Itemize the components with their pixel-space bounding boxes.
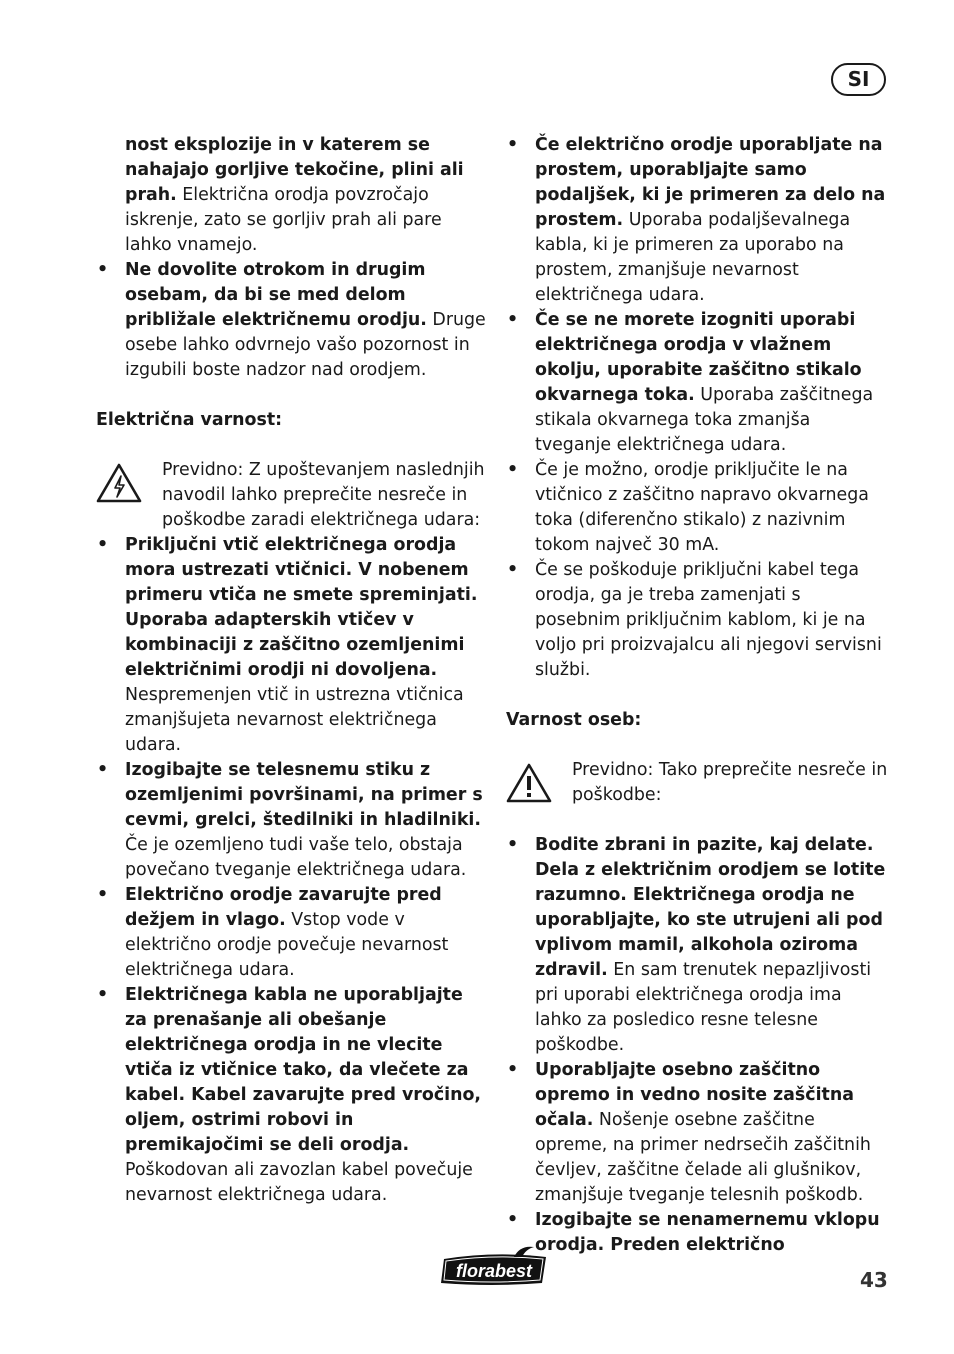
list-item [506, 458, 890, 558]
list-item [96, 983, 486, 1208]
list-item [506, 833, 890, 1058]
list-item [506, 1058, 890, 1208]
list-item [506, 308, 890, 458]
section-heading-electrical-safety: Električna varnost: [96, 410, 283, 430]
list-item [506, 133, 890, 308]
list-item-bold: Električnega kabla ne uporabljajte za prenašanje ali obešanje električnega orodja in ne vlecite vtiča iz vtičnice tako, da vlečete za kabel. Kabel zavarujte pred vročino, oljem, ostrimi robovi in premikajočimi se deli orodja. [125, 985, 482, 1155]
list-item-text: Nespremenjen vtič in ustrezna vtičnica zmanjšujeta nevarnost električnega udara. [125, 685, 464, 755]
list-item [96, 258, 486, 383]
warning-text: Previdno: Tako preprečite nesreče in poškodbe: [572, 760, 888, 805]
list-item-text: Poškodovan ali zavozlan kabel povečuje nevarnost električnega udara. [125, 1160, 473, 1205]
list-item-bold: Priključni vtič električnega orodja mora ustrezati vtičnici. V nobenem primeru vtiča ne smete spreminjati. Uporaba adapterskih vtičev v kombinaciji z zaščitno ozemljenimi električnimi orodji ni dovoljena. [125, 535, 478, 680]
list-item-bold: Če električno orodje uporabljate na prostem, uporabljajte samo podaljšek, ki je primeren za delo na prostem. [535, 135, 886, 230]
list-item-bold: Bodite zbrani in pazite, kaj delate. Dela z električnim orodjem se lotite razumno. Električnega orodja ne uporabljajte, ko ste utrujeni ali pod vplivom mamil, alkohola oziroma zdravil. [535, 835, 886, 980]
exclamation-warning-icon [506, 762, 552, 804]
list-item-text: Če je možno, orodje priključite le na vtičnico z zaščitno napravo okvarnega toka (diferenčno stikalo) z nazivnim tokom največ 30 mA. [535, 460, 869, 555]
list-item-bold: Če se ne morete izogniti uporabi električnega orodja v vlažnem okolju, uporabite zaščitno stikalo okvarnega toka. [535, 310, 862, 405]
logo-text: florabest [455, 1261, 533, 1281]
list-item-text: Če se poškoduje priključni kabel tega orodja, ga je treba zamenjati s posebnim priključnim kablom, ki je na voljo pri proizvajalcu ali njegovi servisni službi. [535, 560, 882, 680]
list-item-text: Uporaba podaljševalnega kabla, ki je primeren za uporabo na prostem, zmanjšuje nevarnost električnega udara. [535, 210, 851, 305]
continued-paragraph [96, 133, 486, 258]
section-heading-personal-safety: Varnost oseb: [506, 710, 642, 730]
paragraph-bold: nost eksplozije in v katerem se nahajajo gorljive tekočine, plini ali prah. [125, 135, 464, 205]
list-item-text: Vstop vode v električno orodje povečuje nevarnost električnega udara. [125, 910, 449, 980]
florabest-logo [438, 1245, 552, 1289]
list-item-bold: Izogibajte se telesnemu stiku z ozemljenimi površinami, na primer s cevmi, grelci, štedilniki in hladilniki. [125, 760, 483, 830]
list-item-bold: Uporabljajte osebno zaščitno opremo in vedno nosite zaščitna očala. [535, 1060, 854, 1130]
list-item [506, 1208, 890, 1258]
list-item [506, 558, 890, 683]
list-item [96, 758, 486, 883]
list-item [96, 533, 486, 758]
paragraph-text: Električna orodja povzročajo iskrenje, zato se gorljiv prah ali pare lahko vnamejo. [125, 185, 442, 255]
list-item-text: Nošenje osebne zaščitne opreme, na primer nedrsečih zaščitnih čevljev, zaščitne čelade ali glušnikov, zmanjšuje tveganje telesnih poškodb. [535, 1110, 871, 1205]
list-item-text: En sam trenutek nepazljivosti pri uporabi električnega orodja ima lahko za posledico resne telesne poškodbe. [535, 960, 872, 1055]
page-number: 43 [860, 1268, 888, 1292]
warning-text: Previdno: Z upoštevanjem naslednjih navodil lahko preprečite nesreče in poškodbe zaradi električnega udara: [162, 460, 485, 530]
list-item-text: Druge osebe lahko odvrnejo vašo pozornost in izgubili boste nadzor nad orodjem. [125, 310, 486, 380]
language-badge: SI [831, 63, 886, 96]
left-column [96, 133, 486, 1208]
warning-note [96, 458, 486, 533]
list-item-bold: Ne dovolite otrokom in drugim osebam, da bi se med delom približale električnemu orodju. [125, 260, 427, 330]
electric-hazard-icon [96, 462, 142, 504]
list-item-bold: Električno orodje zavarujte pred dežjem in vlago. [125, 885, 442, 930]
list-item [96, 883, 486, 983]
list-item-text: Če je ozemljeno tudi vaše telo, obstaja povečano tveganje električnega udara. [125, 835, 467, 880]
warning-note [506, 758, 890, 833]
list-item-bold: Izogibajte se nenamernemu vklopu orodja. Preden električno [535, 1210, 880, 1255]
right-column [506, 133, 890, 1258]
list-item-text: Uporaba zaščitnega stikala okvarnega toka zmanjša tveganje električnega udara. [535, 385, 874, 455]
